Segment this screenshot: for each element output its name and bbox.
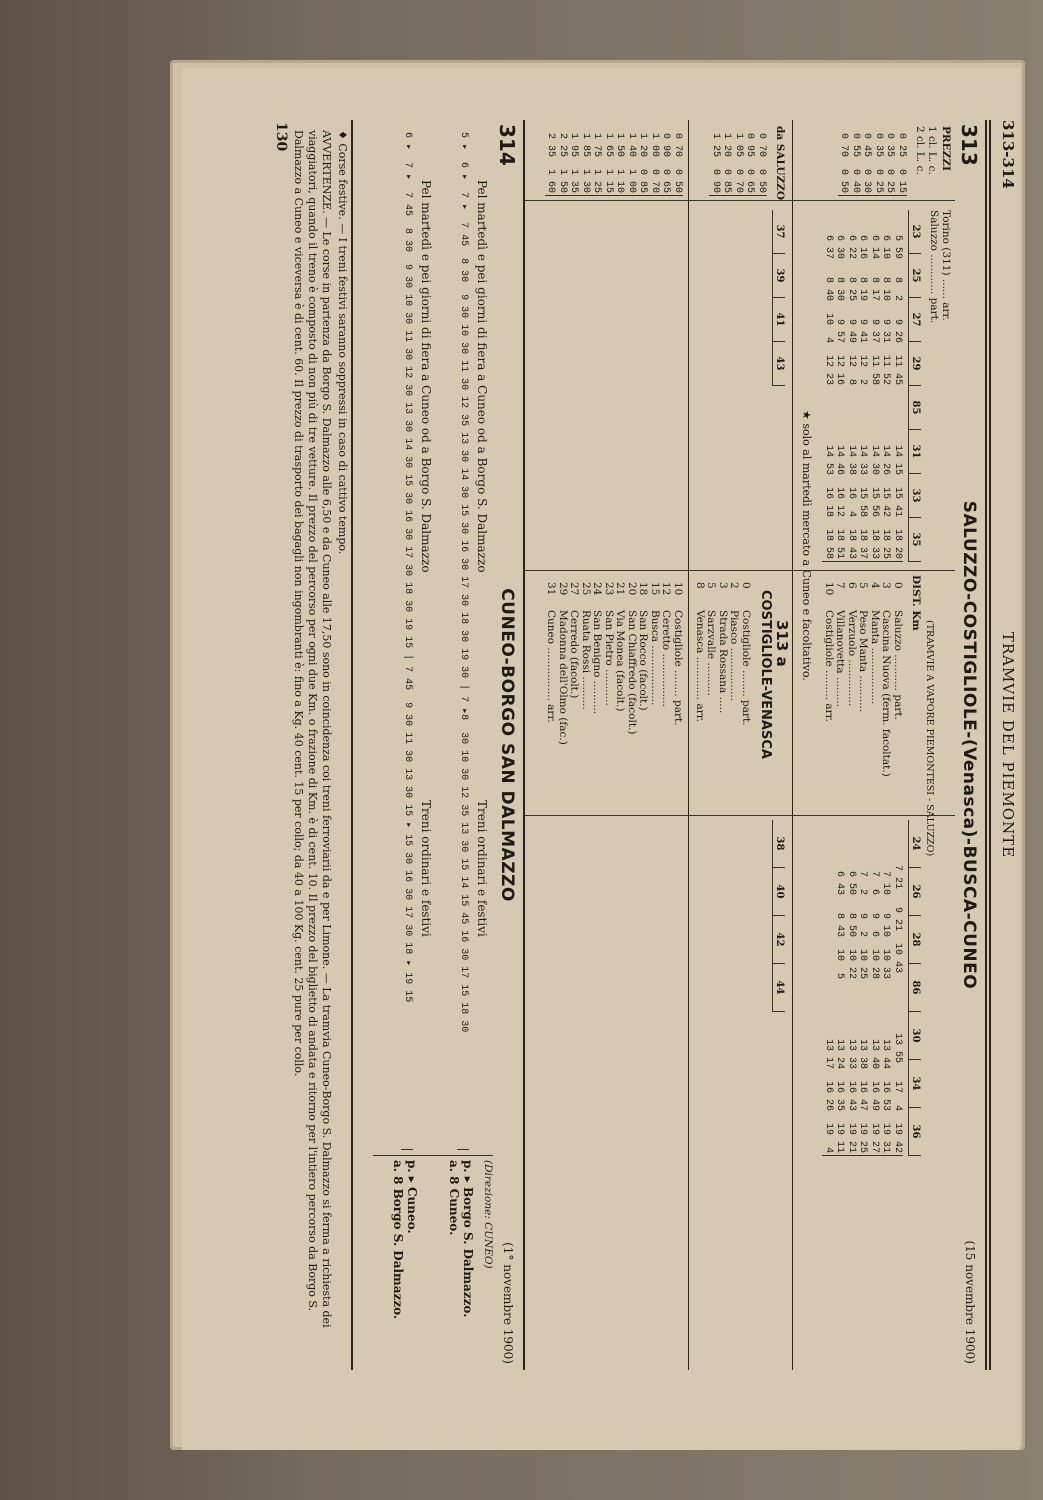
band-torino: Torino (311) ...... arr. bbox=[940, 210, 952, 321]
dist-label: DIST. Km bbox=[910, 575, 922, 631]
train-number: 27 bbox=[909, 298, 922, 342]
train-number: 86 bbox=[909, 964, 922, 1012]
header-rule bbox=[989, 120, 991, 1370]
column-rule bbox=[525, 200, 955, 201]
row2-from: p. ▸ Cuneo. bbox=[405, 1160, 419, 1234]
time-row: 6 30 8 30 9 57 12 16 14 46 16 12 18 51 bbox=[834, 210, 846, 562]
time-row: 7 6 9 6 10 28 13 40 16 49 19 27 bbox=[869, 820, 881, 1156]
station-list bbox=[823, 610, 904, 777]
sub-stations: Costigliole ........ part. Piasco ................ Strada Rossana ..... Sarzvalle .......... Venasca ............. arr. bbox=[694, 610, 752, 726]
train-number: 28 bbox=[909, 916, 922, 964]
col-1cl: 1 cl. L. c. bbox=[926, 126, 938, 175]
section-title: SALUZZO-COSTIGLIOLE-(Venasca)-BUSCA-CUNEO bbox=[959, 500, 979, 990]
train-number: 23 bbox=[909, 210, 922, 254]
section-number: 313 bbox=[957, 124, 981, 166]
footer-rule bbox=[351, 120, 353, 1370]
prezzo-row: 0 35 0 25 bbox=[884, 126, 896, 196]
station: Verzuolo .............. bbox=[846, 610, 858, 707]
train-number: 85 bbox=[909, 386, 922, 430]
column-rule bbox=[373, 1155, 493, 1156]
col-2cl: 2 cl. L. c. bbox=[914, 126, 927, 175]
subsection-title: COSTIGLIOLE-VENASCA bbox=[758, 590, 773, 759]
prezzi-label: PREZZI bbox=[940, 126, 952, 171]
stations-cuneo: Costigliole ........ part. Ceretto ................ Busca .................. San Rocco (facolt.) San Chiaffredo (facolt.) Via Monea (facolt.) San Pietro ........... San Benigno .......... Ruata Rossi .......... Cerredo (facolt.) Madonna dell'Olmo (fac.) Cuneo ................ arr. bbox=[545, 610, 684, 745]
time-row: 6 14 8 17 9 37 11 58 14 30 15 56 18 33 bbox=[869, 210, 881, 562]
prezzi-cuneo: 0 70 0 50 0 90 0 65 1 00 0 70 1 20 0 85 1 40 1 00 1 50 1 10 1 65 1 15 1 75 1 25 1 85 1 30 1 95 1 35 2 25 1 50 2 35 1 60 bbox=[545, 126, 683, 196]
row1-label: Pel martedì e pei giorni di fiera a Cuneo od a Borgo S. Dalmazzo bbox=[475, 180, 489, 573]
time-row: 7 2 9 2 10 25 13 38 16 47 19 25 bbox=[857, 820, 869, 1156]
train-number: 26 bbox=[909, 868, 922, 916]
station: Cascina Nuova (ferm. facoltat.) bbox=[880, 610, 893, 777]
column-rule bbox=[525, 570, 955, 571]
time-row: 7 21 9 21 10 43 13 55 17 4 19 42 bbox=[892, 820, 904, 1156]
row2-to: a. 8 Borgo S. Dalmazzo. bbox=[391, 1160, 405, 1320]
section-313 bbox=[525, 120, 987, 1370]
station: Saluzzo ........... part. bbox=[892, 610, 904, 720]
direction-label: (Direzione: CUNEO) bbox=[482, 1160, 494, 1269]
time-row: 7 10 9 10 10 33 13 44 16 53 19 31 bbox=[880, 820, 892, 1156]
section-number: 314 bbox=[495, 124, 519, 166]
time-row: 13 17 16 26 19 4 bbox=[823, 820, 835, 1156]
section-date: (1° novembre 1900) bbox=[501, 1242, 515, 1364]
page-number: 130 bbox=[273, 122, 289, 152]
prezzo-row: 0 35 0 25 bbox=[873, 126, 885, 196]
row1-times: 5 ▸ 6 ▸ 7 ▸ 7 45 8 30 9 30 10 30 11 30 12 35 13 30 14 30 15 30 16 30 17 30 18 30 19 30 | 7 ▸8 30 10 30 12 35 13 30 15 14 15 45 16 30 17 15 18 30 bbox=[458, 130, 470, 1150]
train-number: 24 bbox=[909, 820, 922, 868]
section-314 bbox=[353, 120, 525, 1370]
subsection-rule bbox=[792, 120, 793, 1370]
time-row: 6 50 8 50 10 22 13 33 16 43 19 21 bbox=[846, 820, 858, 1156]
sub-up-train-numbers: 37 39 41 43 bbox=[773, 210, 786, 386]
time-row: 5 59 8 2 9 26 11 45 14 15 15 41 18 20 bbox=[892, 210, 904, 562]
rotated-timetable bbox=[273, 120, 1017, 1370]
star-note: ★ solo al martedì mercato a Cuneo e facoltativo. bbox=[800, 410, 813, 681]
row1-label-b: Treni ordinari e festivi bbox=[475, 800, 489, 937]
train-number: 29 bbox=[909, 342, 922, 386]
prezzo-row: 0 70 0 50 bbox=[838, 126, 850, 196]
prezzi-da: da SALUZZO bbox=[774, 126, 786, 200]
row2-label: Pel martedì e pei giorni di fiera a Cuneo od a Borgo S. Dalmazzo bbox=[419, 180, 433, 573]
prezzi-venasca: 0 70 0 50 0 95 0 65 1 05 0 70 1 20 0 85 1 25 0 90 bbox=[710, 126, 768, 196]
section-title: CUNEO-BORGO SAN DALMAZZO bbox=[497, 588, 517, 902]
page-range: 313-314 bbox=[999, 120, 1017, 189]
prezzo-row: 0 55 0 40 bbox=[850, 126, 862, 196]
row2-label-b: Treni ordinari e festivi bbox=[419, 800, 433, 937]
row1-to: a. 8 Cuneo. bbox=[447, 1160, 461, 1236]
column-rule bbox=[525, 815, 955, 816]
running-title: TRAMVIE DEL PIEMONTE bbox=[999, 631, 1017, 859]
section-date: (15 novembre 1900) bbox=[963, 1240, 977, 1364]
time-row: 6 22 8 25 9 49 12 8 14 38 16 4 18 43 bbox=[846, 210, 858, 562]
page-header bbox=[993, 120, 1017, 1370]
station: Villanovetta ......... bbox=[834, 610, 847, 708]
prezzo-row: 0 25 0 15 bbox=[896, 126, 908, 196]
train-number: 36 bbox=[909, 1108, 922, 1156]
down-train-numbers bbox=[909, 820, 922, 1156]
festive-note: ♦ Corse festive. — I treni festivi saranno soppressi in caso di cattivo tempo. bbox=[336, 130, 349, 555]
sub-down-train-numbers: 38 40 42 44 bbox=[773, 820, 786, 1012]
time-row: 6 37 8 40 10 4 12 23 14 53 16 18 18 58 bbox=[823, 210, 835, 562]
up-times bbox=[823, 210, 904, 562]
up-train-numbers bbox=[909, 210, 922, 562]
prezzi-table bbox=[838, 126, 907, 196]
train-number: 35 bbox=[909, 518, 922, 562]
tramvie-heading: (TRAMVIE A VAPORE PIEMONTESI - SALUZZO) bbox=[924, 620, 935, 857]
train-number: 34 bbox=[909, 1060, 922, 1108]
station: Costigliole ......... arr. bbox=[823, 610, 835, 722]
km-column: 0 3 4 5 6 7 10 bbox=[823, 582, 904, 596]
time-row: 6 43 8 43 10 5 13 24 16 35 19 11 bbox=[834, 820, 846, 1156]
train-number: 30 bbox=[909, 1012, 922, 1060]
km2: 10 12 15 18 20 21 23 24 25 27 29 31 bbox=[545, 582, 684, 596]
down-times bbox=[823, 820, 904, 1156]
station: Peso Manta ........... bbox=[857, 610, 870, 713]
subsection-rule bbox=[688, 120, 689, 1370]
train-number: 31 bbox=[909, 430, 922, 474]
train-number: 25 bbox=[909, 254, 922, 298]
avvertenze: AVVERTENZE. — Le corse in partenza da Borgo S. Dalmazzo alle 6,50 e da Cuneo alle 17,50 sono in coincidenza coi treni ferroviarii da e per Limone. — La tramvia Cuneo-Borgo S. Dalmazzo si ferma a richiesta dei viaggiatori, quando il treno è composto di non più di tre vetture. Il prezzo del percorso per ogni due Km. o frazione di Km. è di cent. 10. Il prezzo del biglietto di andata e ritorno per l'intiero percorso da Borgo S. Dalmazzo a Cuneo e viceversa è di cent. 60. Il prezzo di trasporto dei bagagli non ingombranti è: fino a Kg. 40 cent. 15 per collo; da 40 a 100 Kg. cent. 25 pure per collo. bbox=[292, 130, 333, 1328]
band-saluzzo: Saluzzo ............ part. bbox=[928, 210, 940, 324]
row2-times: 6 ▸ 7 ▸ 7 45 8 30 9 30 10 30 11 30 12 30 13 30 14 30 15 30 16 30 17 30 18 30 19 15 | 7 45 9 30 11 30 13 30 15 ▸ 15 30 16 30 17 30 18 ▸ 19 15 bbox=[402, 130, 414, 1150]
subsection-number: 313 a bbox=[773, 620, 791, 667]
prezzo-row: 0 45 0 30 bbox=[861, 126, 873, 196]
sub-km: 0 2 3 5 8 bbox=[694, 582, 752, 589]
time-row: 6 16 8 19 9 41 12 2 14 33 15 58 18 37 bbox=[857, 210, 869, 562]
time-row: 6 10 8 10 9 31 11 52 14 26 15 42 18 25 bbox=[880, 210, 892, 562]
station: Manta ................. bbox=[869, 610, 881, 705]
train-number: 33 bbox=[909, 474, 922, 518]
row1-from: p. ▸ Borgo S. Dalmazzo. bbox=[461, 1160, 475, 1318]
prezzi-cols bbox=[914, 126, 937, 175]
